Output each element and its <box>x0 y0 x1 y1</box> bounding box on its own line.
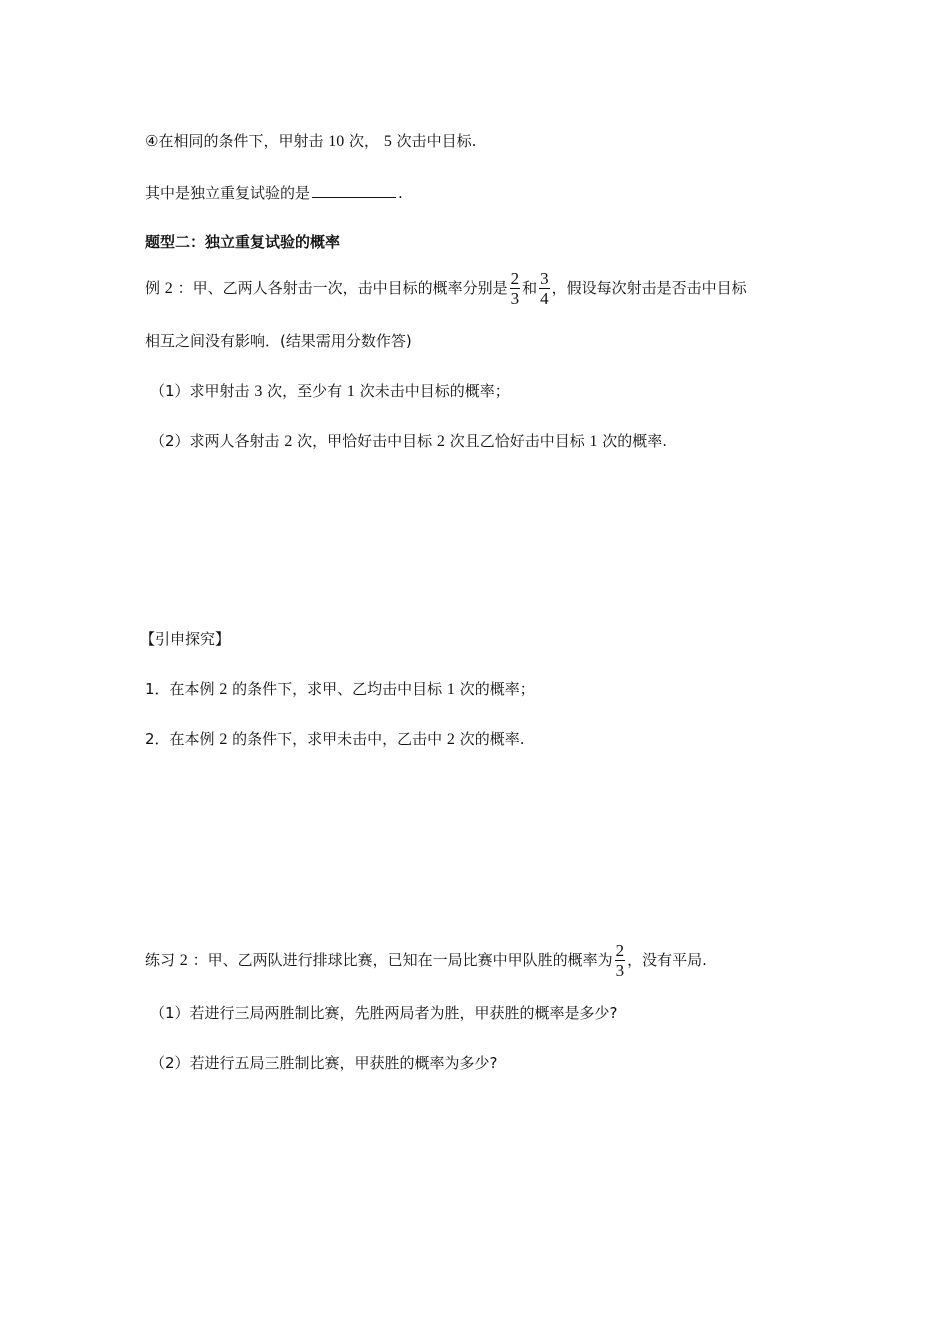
q1-count: 1 <box>346 383 355 400</box>
fraction-3-4 <box>539 269 550 308</box>
q2-count-b: 1 <box>589 433 598 450</box>
extension-item-1 <box>145 679 535 700</box>
q2-text-b: 次，甲恰好击中目标 <box>297 432 433 450</box>
fraction-2-3-denominator: 3 <box>510 289 520 308</box>
item-4-text-a: ④在相同的条件下，甲射击 <box>145 132 324 150</box>
ext2-example-number: 2 <box>219 731 228 748</box>
example-2-question-2 <box>150 431 667 452</box>
ext2-text-b: 的条件下，求甲未击中，乙击中 <box>232 730 443 748</box>
example-2-label: 例 <box>145 279 161 297</box>
example-2-number: 2 <box>164 280 173 297</box>
exercise-2-statement <box>145 940 707 981</box>
item-4-statement <box>145 131 476 152</box>
exercise-fraction-denominator: 3 <box>615 961 625 980</box>
q2-count-a: 2 <box>436 433 445 450</box>
item-4-hits: 5 <box>383 133 392 150</box>
example-2-and: 和 <box>522 279 538 297</box>
question-end: . <box>398 184 403 202</box>
q2-text-c: 次且乙恰好击中目标 <box>449 432 585 450</box>
ext1-example-number: 2 <box>219 681 228 698</box>
q1-text-c: 次未击中目标的概率； <box>359 382 510 400</box>
exercise-2-label: 练习 <box>145 951 176 969</box>
example-2-text-b: ：甲、乙两人各射击一次，击中目标的概率分别是 <box>177 279 508 297</box>
ext1-count: 1 <box>446 681 455 698</box>
fill-in-question <box>145 182 403 203</box>
ext1-text-c: 次的概率； <box>459 680 535 698</box>
q1-text-a: （1）求甲射击 <box>150 382 250 400</box>
example-2-question-1 <box>150 381 510 402</box>
q2-text-a: （2）求两人各射击 <box>150 432 280 450</box>
ext2-text-a: 2．在本例 <box>145 730 215 748</box>
item-4-text-c: 次击中目标. <box>396 132 477 150</box>
extension-item-2 <box>145 729 524 750</box>
extension-heading: 【引申探究】 <box>140 630 231 648</box>
q1-shots: 3 <box>254 383 263 400</box>
item-4-text-b: 次， <box>349 132 380 150</box>
q1-text-b: 次，至少有 <box>267 382 343 400</box>
fraction-2-3-numerator: 2 <box>510 269 520 288</box>
item-4-shots: 10 <box>328 133 345 150</box>
exercise-2-text-b: ：甲、乙两队进行排球比赛，已知在一局比赛中甲队胜的概率为 <box>192 951 613 969</box>
ext2-count: 2 <box>446 731 455 748</box>
q2-shots: 2 <box>284 433 293 450</box>
exercise-2-question-2: （2）若进行五局三胜制比赛，甲获胜的概率为多少? <box>150 1054 498 1072</box>
fraction-3-4-denominator: 4 <box>540 289 549 308</box>
ext2-text-c: 次的概率. <box>459 730 525 748</box>
example-2-text-c: ，假设每次射击是否击中目标 <box>551 279 747 297</box>
q2-text-d: 次的概率. <box>602 432 668 450</box>
exercise-2-number: 2 <box>179 952 188 969</box>
exercise-fraction-numerator: 2 <box>615 941 625 960</box>
fraction-2-3-exercise <box>615 941 626 980</box>
exercise-2-text-c: ，没有平局. <box>627 951 707 969</box>
fraction-2-3 <box>510 269 521 308</box>
exercise-2-question-1: （1）若进行三局两胜制比赛，先胜两局者为胜，甲获胜的概率是多少? <box>150 1004 618 1022</box>
ext1-text-a: 1．在本例 <box>145 680 215 698</box>
ext1-text-b: 的条件下，求甲、乙均击中目标 <box>232 680 443 698</box>
section-2-heading: 题型二：独立重复试验的概率 <box>145 233 341 251</box>
question-text: 其中是独立重复试验的是 <box>145 184 311 202</box>
answer-blank[interactable] <box>312 182 396 198</box>
fraction-3-4-numerator: 3 <box>540 269 549 288</box>
example-2-statement <box>145 268 747 309</box>
example-2-line-2: 相互之间没有影响．(结果需用分数作答) <box>145 332 412 350</box>
